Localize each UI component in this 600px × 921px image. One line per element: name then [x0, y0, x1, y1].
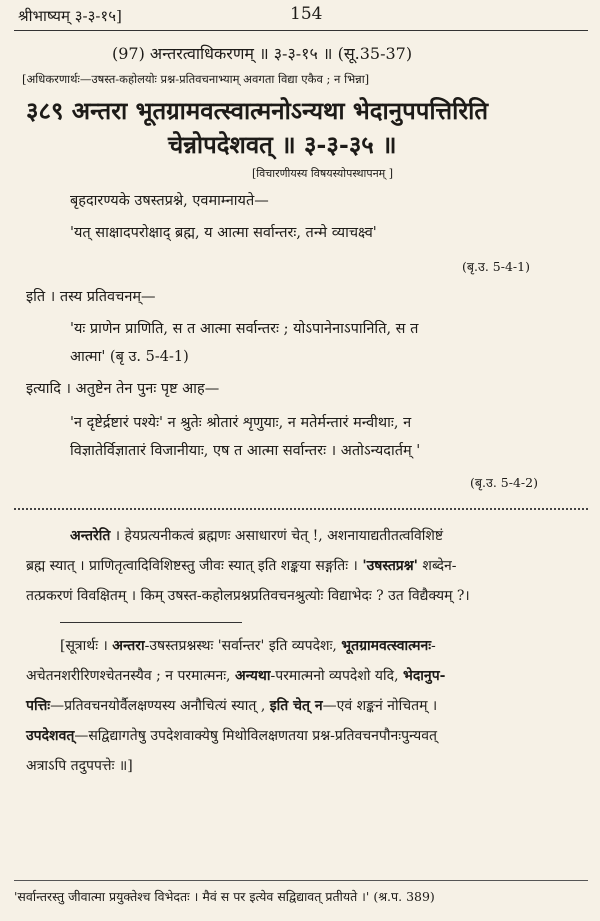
quote-3-line-2: विज्ञातेर्विज्ञातारं विजानीयाः, एष त आत्मा सर्वान्तरः । अतोऽन्यदार्तम् ' — [70, 443, 421, 459]
commentary-text: शब्देन- — [417, 558, 457, 574]
quote-1-reference: (बृ.उ. 5-4-1) — [462, 259, 530, 274]
commentary-text: । हेयप्रत्यनीकत्वं ब्रह्मणः असाधारणं चेत् !, अशनायाद्यतीतत्वविशिष्टं — [110, 528, 444, 544]
sutrartha-label: [सूत्रार्थः । — [60, 638, 113, 654]
adhikarana-summary: [अधिकरणार्थः—उषस्त-कहोलयोः प्रश्न-प्रतिवचनाभ्याम् अवगता विद्या एकैव ; न भिन्ना] — [22, 72, 370, 86]
sutrartha-line-4 — [26, 726, 437, 745]
sutra-word: अन्यथा — [234, 668, 271, 684]
section-title: (97) अन्तरत्वाधिकरणम् ॥ ३-३-१५ ॥ (सू.35-37) — [112, 44, 413, 63]
sutrartha-line-1 — [60, 636, 436, 655]
sutra-word: भूतग्रामवत्स्वात्मनः — [341, 638, 432, 654]
running-header: श्रीभाष्यम् ३-३-१५] — [18, 7, 122, 25]
commentary-line-1 — [70, 526, 443, 545]
body-paragraph-1: बृहदारण्यके उषस्तप्रश्ने, एवमाम्नायते— — [70, 193, 269, 209]
footnote: 'सर्वान्तरस्तु जीवात्मा प्रयुक्तेश्च विभेदतः । मैवं स पर इत्येव सद्विद्यावत् प्रतीयते ।' (श्र.प. 389) — [14, 889, 435, 904]
quote-2-line-1: 'यः प्राणेन प्राणिति, स त आत्मा सर्वान्तरः ; योऽपानेनाऽपानिति, स त — [70, 321, 419, 337]
sutrartha-rule — [60, 622, 242, 623]
sutrartha-line-5: अत्राऽपि तदुपपत्तेः ॥] — [26, 758, 133, 774]
sutrartha-text: —एवं शङ्कनं नोचितम् । — [322, 698, 438, 714]
sutrartha-text: —सद्विद्यागतेषु उपदेशवाक्येषु मिथोविलक्षणतया प्रश्न-प्रतिवचनपौनःपुन्यवत् — [74, 728, 438, 744]
vicara-title: [विचारणीयस्य विषयस्योपस्थापनम् ] — [252, 167, 394, 180]
sutrartha-text: अचेतनशरीरिणश्चेतनस्यैव ; न परमात्मनः, — [26, 668, 235, 684]
sutra-word: अन्तरा — [112, 638, 145, 654]
footnote-rule — [14, 880, 588, 881]
dotted-divider — [14, 508, 588, 510]
sutrartha-text: —प्रतिवचनयोर्वैलक्षण्यस्य अनौचित्यं स्यात् , — [50, 698, 270, 714]
commentary-line-3: तत्प्रकरणं विवक्षितम् । किम् उषस्त-कहोलप्रश्नप्रतिवचनश्रुत्योः विद्याभेदः ? उत विद्यैक्यम् ?। — [26, 588, 470, 604]
sutra-word: भेदानुप- — [403, 668, 446, 684]
quote-3-line-1: 'न दृष्टेर्द्रष्टारं पश्येः' न श्रुतेः श्रोतारं शृणुयाः, न मतेर्मन्तारं मन्वीथाः, न — [70, 415, 412, 431]
sutra-line-2: चेन्नोपदेशवत् ॥ ३-३-३५ ॥ — [168, 130, 397, 159]
quote-3-reference: (बृ.उ. 5-4-2) — [470, 475, 538, 490]
page-number: 154 — [290, 4, 323, 24]
commentary-line-2 — [26, 556, 457, 575]
body-paragraph-3: इत्यादि । अतुष्टेन तेन पुनः पृष्ट आह— — [26, 381, 220, 397]
body-paragraph-2: इति । तस्य प्रतिवचनम्— — [26, 289, 156, 305]
sutrartha-line-3 — [26, 696, 437, 715]
sutrartha-text: - — [431, 638, 436, 654]
commentary-keyword: 'उषस्तप्रश्न' — [362, 558, 418, 574]
commentary-text: ब्रह्म स्यात् । प्राणितृत्वादिविशिष्टस्तु जीवः स्यात् इति शङ्कया सङ्गतिः । — [26, 558, 363, 574]
header-rule — [14, 30, 588, 31]
sutrartha-line-2 — [26, 666, 445, 685]
commentary-keyword: अन्तरेति — [70, 528, 111, 544]
sutra-word: उपदेशवत् — [26, 728, 75, 744]
sutra-line-1: ३८९ अन्तरा भूतग्रामवत्स्वात्मनोऽन्यथा भेदानुपपत्तिरिति — [26, 96, 489, 125]
sutrartha-text: -परमात्मनो व्यपदेशो यदि, — [270, 668, 404, 684]
sutrartha-text: -उषस्तप्रश्नस्थः 'सर्वान्तर' इति व्यपदेशः, — [144, 638, 342, 654]
sutra-word: पत्तिः — [26, 698, 51, 714]
quote-1: 'यत् साक्षादपरोक्षाद् ब्रह्म, य आत्मा सर्वान्तरः, तन्मे व्याचक्ष्व' — [70, 225, 377, 241]
sutra-word: इति चेत् न — [269, 698, 323, 714]
quote-2-line-2: आत्मा' (बृ उ. 5-4-1) — [70, 349, 189, 365]
